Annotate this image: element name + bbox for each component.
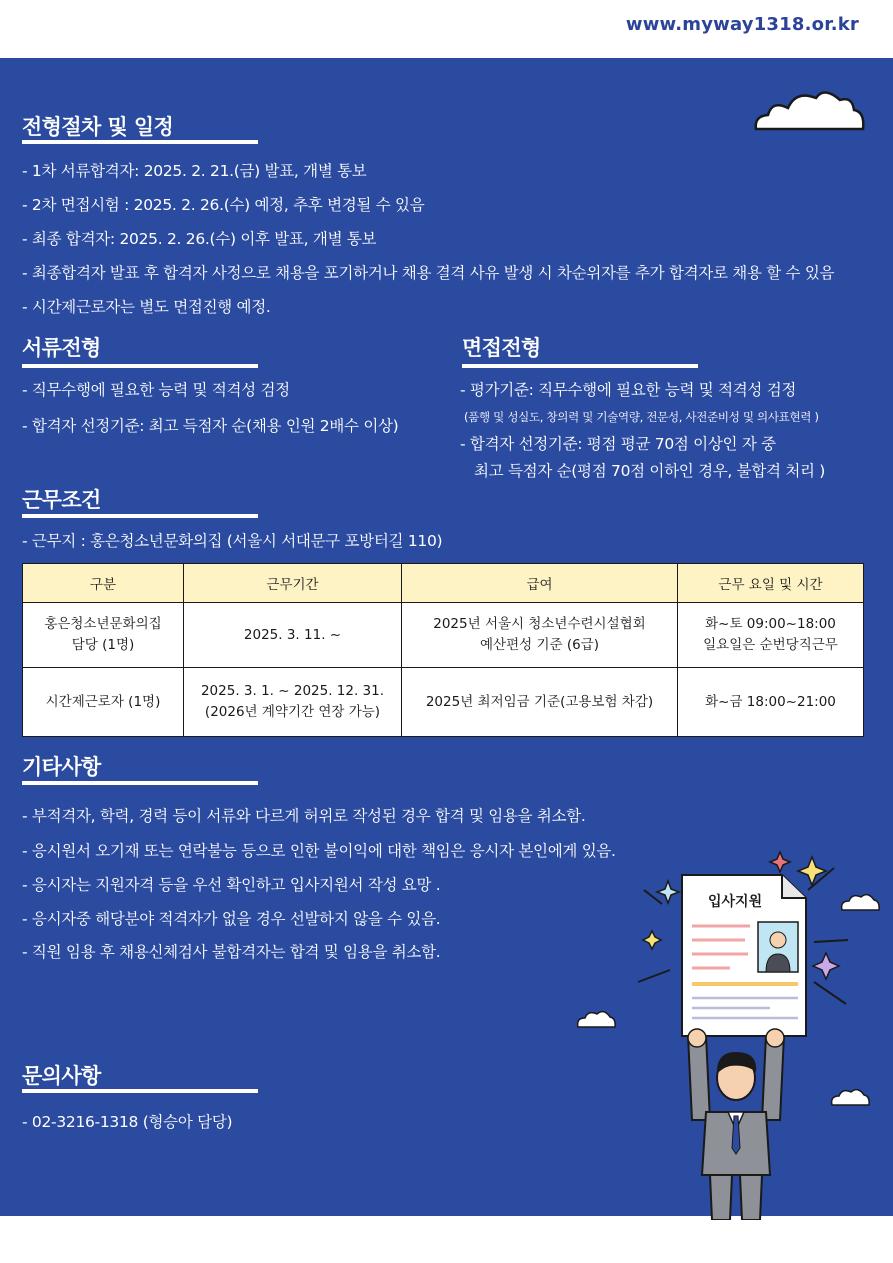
table-row (23, 668, 864, 737)
job-application-illustration (570, 830, 893, 1220)
schedule-item-2: - 2차 면접시험 : 2025. 2. 26.(수) 예정, 추후 변경될 수 있음 (22, 196, 425, 214)
document-screening-item-1: - 직무수행에 필요한 능력 및 적격성 검정 (22, 381, 290, 399)
work-location: - 근무지 : 홍은청소년문화의집 (서울시 서대문구 포방터길 110) (22, 532, 443, 550)
cloud-icon (752, 88, 867, 133)
contact-underline (22, 1089, 258, 1093)
misc-item-2: - 응시원서 오기재 또는 연락불능 등으로 인한 불이익에 대한 책임은 응시자 본인에게 있음. (22, 842, 616, 860)
sparkle-icon (798, 857, 826, 885)
misc-item-4: - 응시자중 해당분야 적격자가 없을 경우 선발하지 않을 수 있음. (22, 910, 441, 928)
misc-item-3: - 응시자는 지원자격 등을 우선 확인하고 입사지원서 작성 요망 . (22, 876, 441, 894)
work-conditions-table (22, 563, 864, 737)
cell-line: 2025. 3. 11. ~ (243, 626, 342, 643)
contact-heading: 문의사항 (22, 1064, 101, 1088)
cell-period (184, 603, 402, 668)
work-conditions-heading: 근무조건 (22, 488, 101, 512)
sparkle-icon (643, 931, 661, 949)
sparkle-icon (657, 881, 679, 903)
cell-salary (402, 668, 678, 737)
misc-item-1: - 부적격자, 학력, 경력 등이 서류와 다르게 허위로 작성된 경우 합격 및 임용을 취소함. (22, 807, 586, 825)
top-bar (0, 0, 893, 58)
contact-phone[interactable]: - 02-3216-1318 (형승아 담당) (22, 1113, 233, 1131)
cell-line: 일요일은 순번당직근무 (703, 637, 838, 653)
document-screening-item-2: - 합격자 선정기준: 최고 득점자 순(채용 인원 2배수 이상) (22, 417, 399, 435)
cell-hours (678, 668, 864, 737)
misc-item-5: - 직원 임용 후 채용신체검사 불합격자는 합격 및 임용을 취소함. (22, 943, 441, 961)
table-row (23, 603, 864, 668)
interview-note: (품행 및 성실도, 창의력 및 기술역량, 전문성, 사전준비성 및 의사표현력 ) (464, 410, 819, 424)
website-url[interactable]: www.myway1318.or.kr (625, 14, 859, 35)
cell-division (23, 603, 184, 668)
table-header-row (23, 564, 864, 603)
cell-line: 홍은청소년문화의집 (44, 616, 162, 632)
interview-item-1: - 평가기준: 직무수행에 필요한 능력 및 적격성 검정 (460, 381, 797, 399)
schedule-item-4: - 최종합격자 발표 후 합격자 사정으로 채용을 포기하거나 채용 결격 사유 발생 시 차순위자를 추가 합격자로 채용 할 수 있음 (22, 264, 835, 282)
header-period: 근무기간 (184, 564, 402, 603)
cell-period (184, 668, 402, 737)
cell-line: 2025. 3. 1. ~ 2025. 12. 31. (200, 683, 385, 699)
interview-item-2: - 합격자 선정기준: 평점 평균 70점 이상인 자 중 (460, 435, 776, 453)
cell-division (23, 668, 184, 737)
interview-underline (462, 364, 698, 368)
header-salary: 급여 (402, 564, 678, 603)
document-screening-heading: 서류전형 (22, 336, 101, 360)
schedule-underline (22, 140, 258, 144)
interview-heading: 면접전형 (462, 336, 541, 360)
misc-heading: 기타사항 (22, 755, 101, 779)
cell-line: 시간제근로자 (1명) (45, 693, 161, 710)
cell-salary (402, 603, 678, 668)
interview-item-2-cont: 최고 득점자 순(평점 70점 이하인 경우, 불합격 처리 ) (474, 462, 826, 480)
job-application-person-icon (570, 830, 893, 1220)
sparkle-icon (813, 953, 839, 979)
cell-line: 화~금 18:00~21:00 (705, 693, 836, 710)
application-form-title: 입사지원 (708, 894, 763, 910)
sparkle-icon (770, 852, 790, 872)
header-division: 구분 (23, 564, 184, 603)
cell-line: 2025년 최저임금 기준(고용보험 차감) (425, 693, 654, 710)
cell-line: (2026년 계약기간 연장 가능) (204, 704, 381, 720)
header-hours: 근무 요일 및 시간 (678, 564, 864, 603)
misc-underline (22, 781, 258, 785)
cloud-icon (578, 1012, 616, 1027)
cell-line: 화~토 09:00~18:00 (705, 616, 836, 632)
cell-line: 담당 (1명) (71, 637, 135, 653)
schedule-heading: 전형절차 및 일정 (22, 115, 174, 139)
cell-line: 예산편성 기준 (6급) (480, 637, 599, 653)
work-conditions-underline (22, 514, 258, 518)
schedule-item-3: - 최종 합격자: 2025. 2. 26.(수) 이후 발표, 개별 통보 (22, 230, 377, 248)
document-screening-underline (22, 364, 258, 368)
schedule-item-1: - 1차 서류합격자: 2025. 2. 21.(금) 발표, 개별 통보 (22, 162, 367, 180)
cell-line: 2025년 서울시 청소년수련시설협회 (433, 616, 646, 632)
schedule-item-5: - 시간제근로자는 별도 면접진행 예정. (22, 298, 271, 316)
cell-hours (678, 603, 864, 668)
cloud-icon (842, 895, 880, 910)
cloud-icon (832, 1090, 870, 1105)
